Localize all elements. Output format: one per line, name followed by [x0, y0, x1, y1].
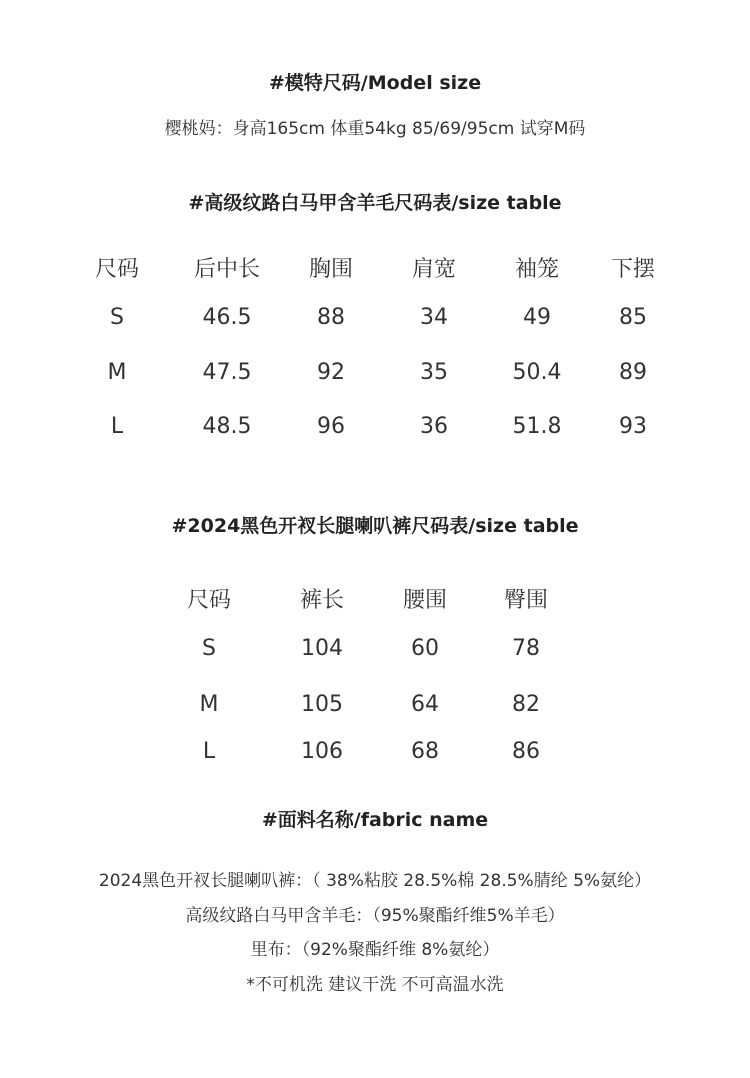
table-cell: 50.4 — [512, 360, 562, 385]
table-cell: 93 — [619, 414, 647, 439]
table-cell: 82 — [512, 692, 540, 717]
table-cell: 35 — [420, 360, 448, 385]
fabric-heading: #面料名称/fabric name — [261, 809, 489, 831]
table-cell: 36 — [420, 414, 448, 439]
table-cell: 60 — [411, 636, 439, 661]
column-header: 腰围 — [402, 588, 448, 613]
table-cell: 88 — [317, 305, 345, 330]
table-cell: 96 — [317, 414, 345, 439]
table-cell: 86 — [512, 739, 540, 764]
size-label-cell: M — [199, 692, 219, 717]
size-label-cell: L — [110, 414, 124, 439]
table-cell: 64 — [411, 692, 439, 717]
vest-table-heading: #高级纹路白马甲含羊毛尺码表/size table — [188, 192, 562, 214]
column-header: 臀围 — [503, 588, 549, 613]
column-header: 裤长 — [299, 588, 345, 613]
column-header: 胸围 — [308, 257, 354, 282]
size-label-cell: M — [107, 360, 127, 385]
table-cell: 48.5 — [202, 414, 252, 439]
column-header: 袖笼 — [514, 257, 560, 282]
table-cell: 89 — [619, 360, 647, 385]
table-cell: 106 — [301, 739, 343, 764]
table-cell: 46.5 — [202, 305, 252, 330]
fabric-line-lining: 里布：（92%聚酯纤维 8%氨纶） — [250, 940, 500, 960]
fabric-line-pants: 2024黑色开衩长腿喇叭裤：（ 38%粘胶 28.5%棉 28.5%腈纶 5%氨纶） — [98, 871, 652, 891]
column-header: 下摆 — [610, 257, 656, 282]
column-header: 尺码 — [94, 257, 140, 282]
size-label-cell: S — [110, 305, 124, 330]
size-label-cell: S — [202, 636, 216, 661]
table-cell: 34 — [420, 305, 448, 330]
table-cell: 104 — [301, 636, 343, 661]
column-header: 肩宽 — [411, 257, 457, 282]
size-label-cell: L — [202, 739, 216, 764]
table-cell: 49 — [523, 305, 551, 330]
fabric-line-vest: 高级纹路白马甲含羊毛：（95%聚酯纤维5%羊毛） — [185, 906, 565, 926]
table-cell: 51.8 — [512, 414, 562, 439]
table-cell: 92 — [317, 360, 345, 385]
table-cell: 85 — [619, 305, 647, 330]
model-info: 樱桃妈：身高165cm 体重54kg 85/69/95cm 试穿M码 — [164, 119, 586, 139]
table-cell: 47.5 — [202, 360, 252, 385]
column-header: 尺码 — [186, 588, 232, 613]
column-header: 后中长 — [193, 257, 261, 282]
care-instructions: *不可机洗 建议干洗 不可高温水洗 — [246, 975, 504, 995]
model-size-heading: #模特尺码/Model size — [268, 72, 482, 94]
pants-table-heading: #2024黑色开衩长腿喇叭裤尺码表/size table — [171, 515, 579, 537]
table-cell: 68 — [411, 739, 439, 764]
table-cell: 105 — [301, 692, 343, 717]
table-cell: 78 — [512, 636, 540, 661]
